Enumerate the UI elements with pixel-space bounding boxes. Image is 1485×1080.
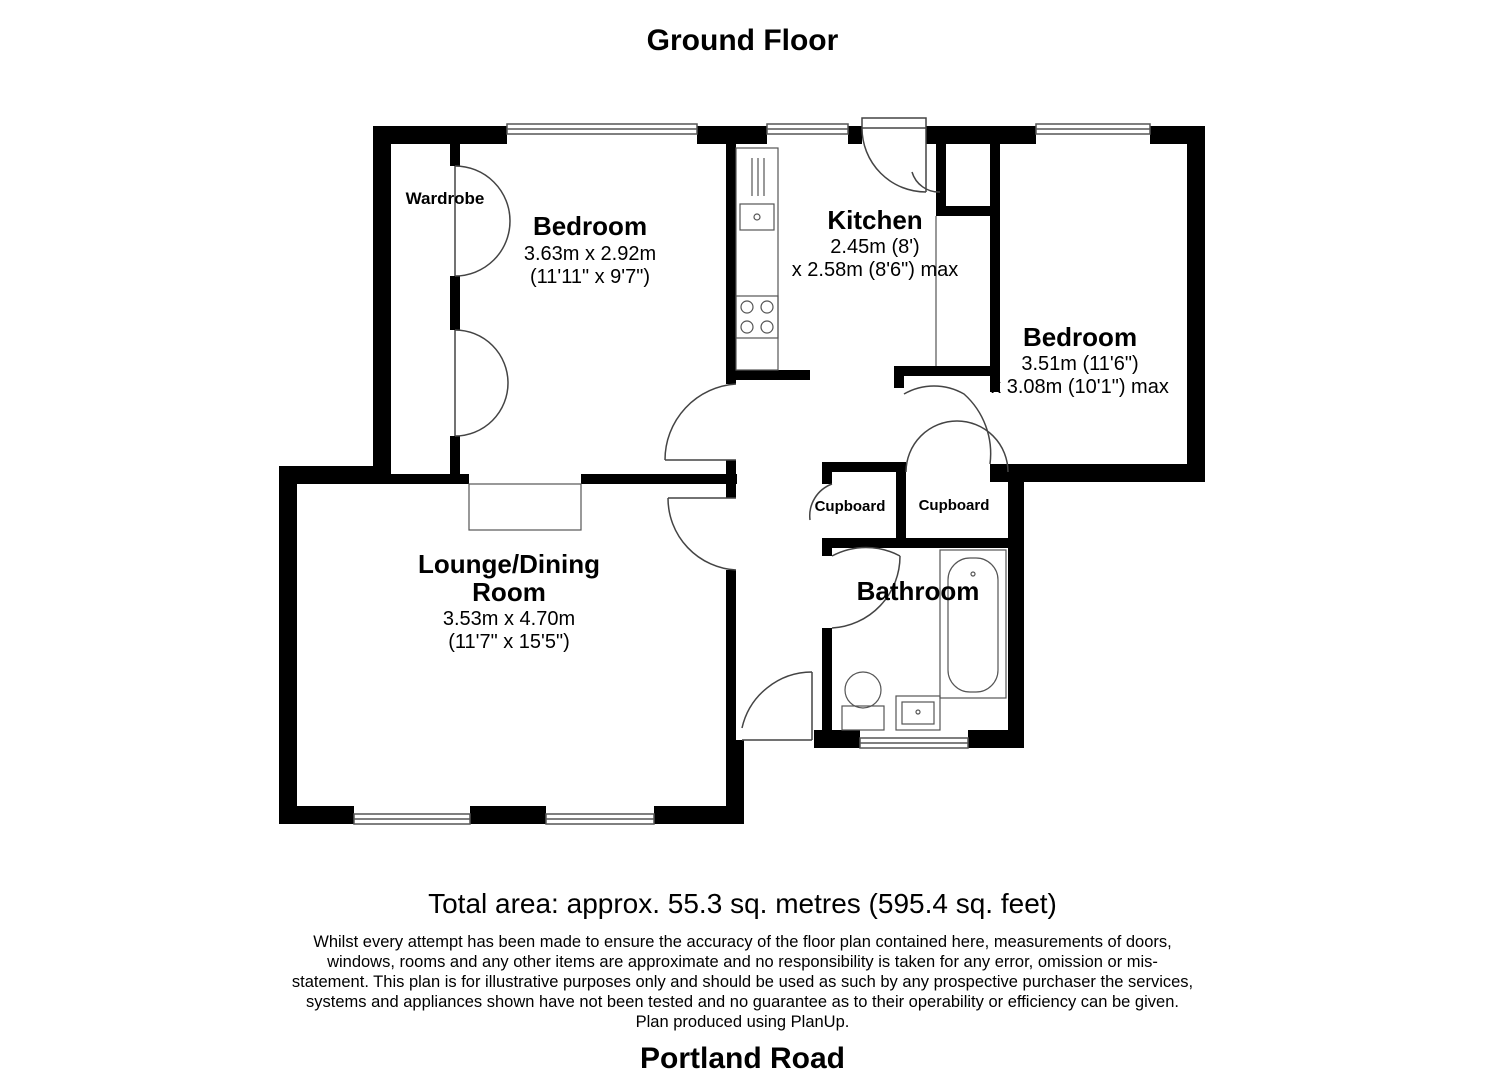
bedroom1-dim2: (11'11" x 9'7") <box>529 266 651 288</box>
property-name: Portland Road <box>639 1042 845 1075</box>
disclaimer-line: systems and appliances shown have not been tested and no guarantee as to their operability or efficiency can be given. <box>306 993 1179 1011</box>
bedroom1-name: Bedroom <box>532 211 648 241</box>
bathroom-name: Bathroom <box>856 576 980 606</box>
lounge-name-line2: Room <box>472 577 546 607</box>
disclaimer-line: statement. This plan is for illustrative purposes only and should be used as such by any prospective purchaser the services, <box>291 973 1194 991</box>
disclaimer <box>245 932 1240 1032</box>
bedroom2-dim2: x 3.08m (10'1") max <box>991 376 1169 398</box>
cupboard2-label: Cupboard <box>918 497 990 514</box>
lounge-name-line1: Lounge/Dining <box>418 549 600 579</box>
room-labels <box>406 189 1169 653</box>
disclaimer-line: windows, rooms and any other items are approximate and no responsibility is taken for any error, omission or mis- <box>327 953 1158 971</box>
lounge-dim2: (11'7" x 15'5") <box>448 631 570 653</box>
floor-title: Ground Floor <box>646 24 839 57</box>
disclaimer-line: Whilst every attempt has been made to ensure the accuracy of the floor plan contained here, measurements of doors, <box>313 933 1172 951</box>
bedroom2-name: Bedroom <box>1022 322 1138 352</box>
lounge-dim1: 3.53m x 4.70m <box>442 608 576 630</box>
bedroom1-dim1: 3.63m x 2.92m <box>523 243 657 265</box>
cupboard1-label: Cupboard <box>814 498 886 515</box>
kitchen-name: Kitchen <box>827 205 923 235</box>
total-area: Total area: approx. 55.3 sq. metres (595.4 sq. feet) <box>428 888 1057 919</box>
wardrobe-label: Wardrobe <box>405 189 485 208</box>
kitchen-dim2: x 2.58m (8'6") max <box>791 259 959 281</box>
disclaimer-line: Plan produced using PlanUp. <box>635 1013 850 1031</box>
kitchen-dim1: 2.45m (8') <box>830 236 920 258</box>
bedroom2-dim1: 3.51m (11'6") <box>1021 353 1139 375</box>
walls <box>279 126 1205 824</box>
